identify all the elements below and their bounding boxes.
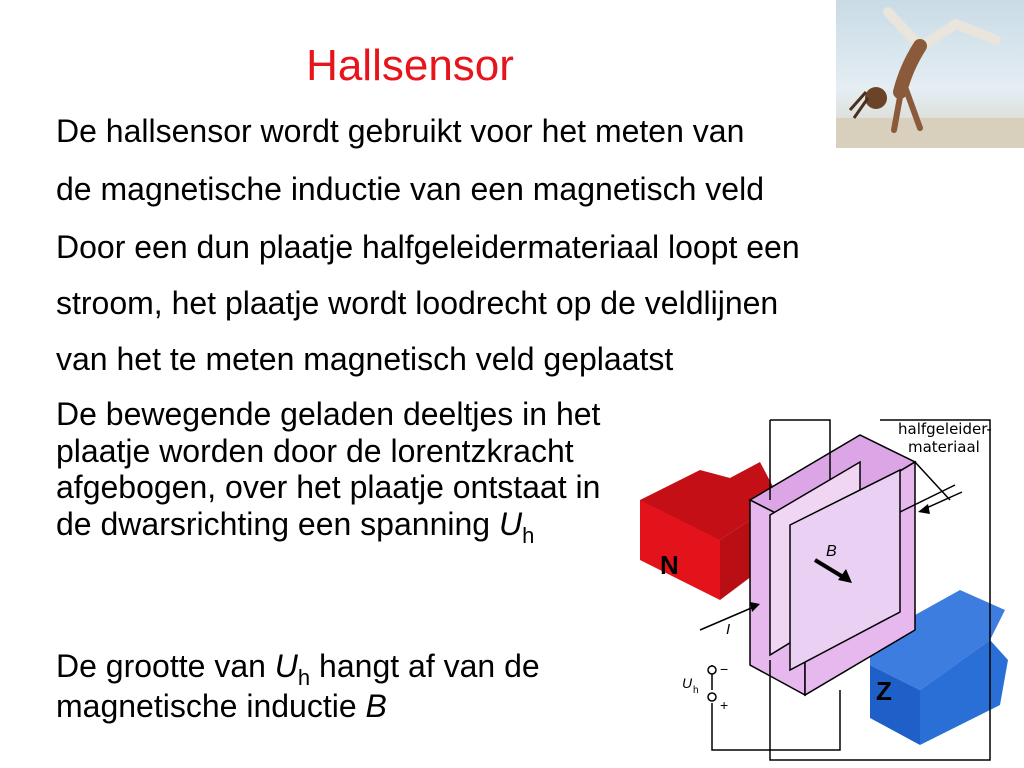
- minus-label: −: [720, 661, 729, 677]
- symbol-uh-2-sub: h: [297, 665, 311, 690]
- paragraph-dependence-text-a: De grootte van: [56, 648, 266, 684]
- south-label: Z: [876, 676, 892, 706]
- current-label: I: [726, 621, 731, 638]
- plus-label: +: [720, 697, 729, 713]
- symbol-uh-2: U: [274, 648, 298, 684]
- paragraph-dependence-text-b: hangt af van de magnetische inductie: [56, 648, 540, 724]
- paragraph-lorentz: [56, 396, 636, 546]
- symbol-uh-sub: h: [522, 522, 535, 548]
- symbol-b: B: [365, 688, 387, 724]
- field-label: B: [826, 543, 837, 560]
- hall-sensor-diagram: [620, 395, 1024, 768]
- material-arrowhead-icon: [918, 504, 930, 514]
- slide-title: Hallsensor: [306, 41, 514, 90]
- symbol-uh: U: [498, 505, 523, 542]
- terminal-minus: [708, 666, 716, 674]
- voltage-label: U: [682, 675, 693, 691]
- intro-line-2: de magnetische inductie van een magnetisch veld: [56, 171, 764, 207]
- material-label-1: halfgeleider-: [898, 420, 992, 438]
- intro-line-1: De hallsensor wordt gebruikt voor het meten van: [56, 113, 745, 149]
- intro-line-3: Door een dun plaatje halfgeleidermateriaal loopt een: [56, 229, 800, 265]
- terminal-plus: [708, 693, 716, 701]
- paragraph-dependence: [56, 648, 636, 724]
- material-label-2: materiaal: [908, 438, 980, 456]
- north-label: N: [660, 550, 679, 580]
- intro-line-4: stroom, het plaatje wordt loodrecht op de veldlijnen: [56, 285, 779, 321]
- voltage-label-sub: h: [693, 685, 699, 696]
- paragraph-lorentz-text: De bewegende geladen deeltjes in het plaatje worden door de lorentzkracht afgebogen, over het plaatje ontstaat in de dwarsrichting een spanning: [56, 396, 601, 542]
- handstand-photo: [836, 0, 1024, 148]
- intro-line-5: van het te meten magnetisch veld geplaatst: [56, 341, 674, 377]
